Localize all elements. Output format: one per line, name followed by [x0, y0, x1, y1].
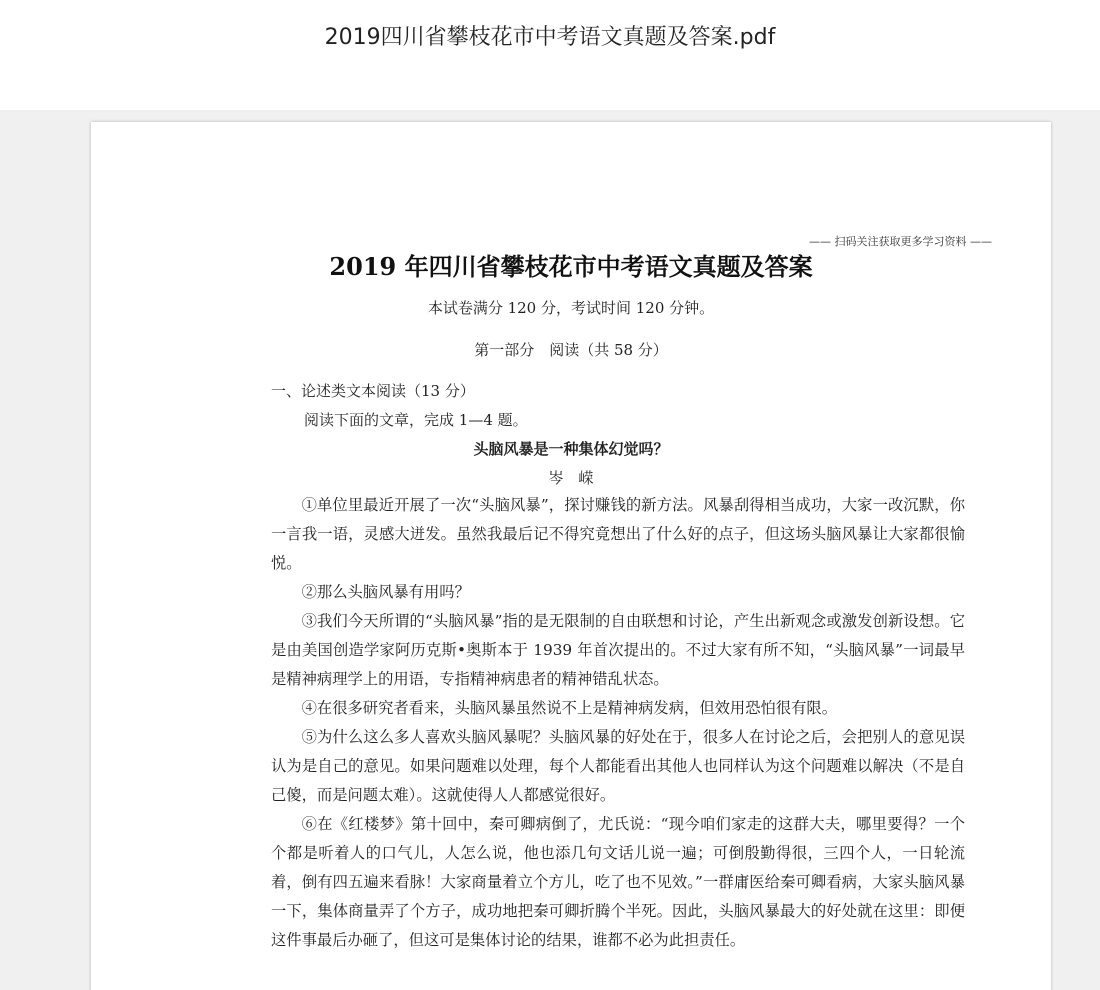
- paragraph-3: ③我们今天所谓的“头脑风暴”指的是无限制的自由联想和讨论，产生出新观念或激发创新设想。它是由美国创造学家阿历克斯•奥斯本于 1939 年首次提出的。不过大家有所不知，“头脑风暴”一词最早是精神病理学上的用语，专指精神病患者的精神错乱状态。: [271, 612, 965, 688]
- pdf-viewer-area[interactable]: [0, 110, 1100, 990]
- paragraph-1: ①单位里最近开展了一次“头脑风暴”，探讨赚钱的新方法。风暴刮得相当成功，大家一改沉默，你一言我一语，灵感大迸发。虽然我最后记不得究竟想出了什么好的点子，但这场头脑风暴让大家都很愉悦。: [271, 496, 965, 572]
- section-heading: 一、论述类文本阅读（13 分）: [271, 382, 475, 400]
- watermark-text: —— 扫码关注获取更多学习资料 ——: [809, 235, 992, 248]
- viewer-header: [0, 0, 1100, 110]
- article-title: 头脑风暴是一种集体幻觉吗？: [473, 440, 669, 458]
- part-heading: 第一部分 阅读（共 58 分）: [474, 341, 668, 359]
- exam-info: 本试卷满分 120 分，考试时间 120 分钟。: [427, 299, 715, 317]
- paragraph-2: ②那么头脑风暴有用吗？: [301, 583, 470, 601]
- article-author: 岑 嵘: [548, 469, 594, 487]
- document-title: 2019 年四川省攀枝花市中考语文真题及答案: [329, 252, 813, 281]
- instruction: 阅读下面的文章，完成 1—4 题。: [304, 411, 528, 429]
- pdf-page: [91, 122, 1051, 990]
- paragraph-6: ⑥在《红楼梦》第十回中，秦可卿病倒了，尤氏说：“现今咱们家走的这群大夫，哪里要得？一个个都是听着人的口气儿，人怎么说，他也添几句文话儿说一遍；可倒殷勤得很，三四个人，一日轮流着，倒有四五遍来看脉！大家商量着立个方儿，吃了也不见效。”一群庸医给秦可卿看病，大家头脑风暴一下，集体商量弄了个方子，成功地把秦可卿折腾个半死。因此，头脑风暴最大的好处就在这里：即便这件事最后办砸了，但这可是集体讨论的结果，谁都不必为此担责任。: [271, 815, 965, 949]
- paragraph-5: ⑤为什么这么多人喜欢头脑风暴呢？头脑风暴的好处在于，很多人在讨论之后，会把别人的意见误认为是自己的意见。如果问题难以处理，每个人都能看出其他人也同样认为这个问题难以解决（不是自己傻，而是问题太难）。这就使得人人都感觉很好。: [271, 728, 965, 804]
- file-title: 2019四川省攀枝花市中考语文真题及答案.pdf: [324, 25, 776, 50]
- paragraph-4: ④在很多研究者看来，头脑风暴虽然说不上是精神病发病，但效用恐怕很有限。: [301, 699, 837, 717]
